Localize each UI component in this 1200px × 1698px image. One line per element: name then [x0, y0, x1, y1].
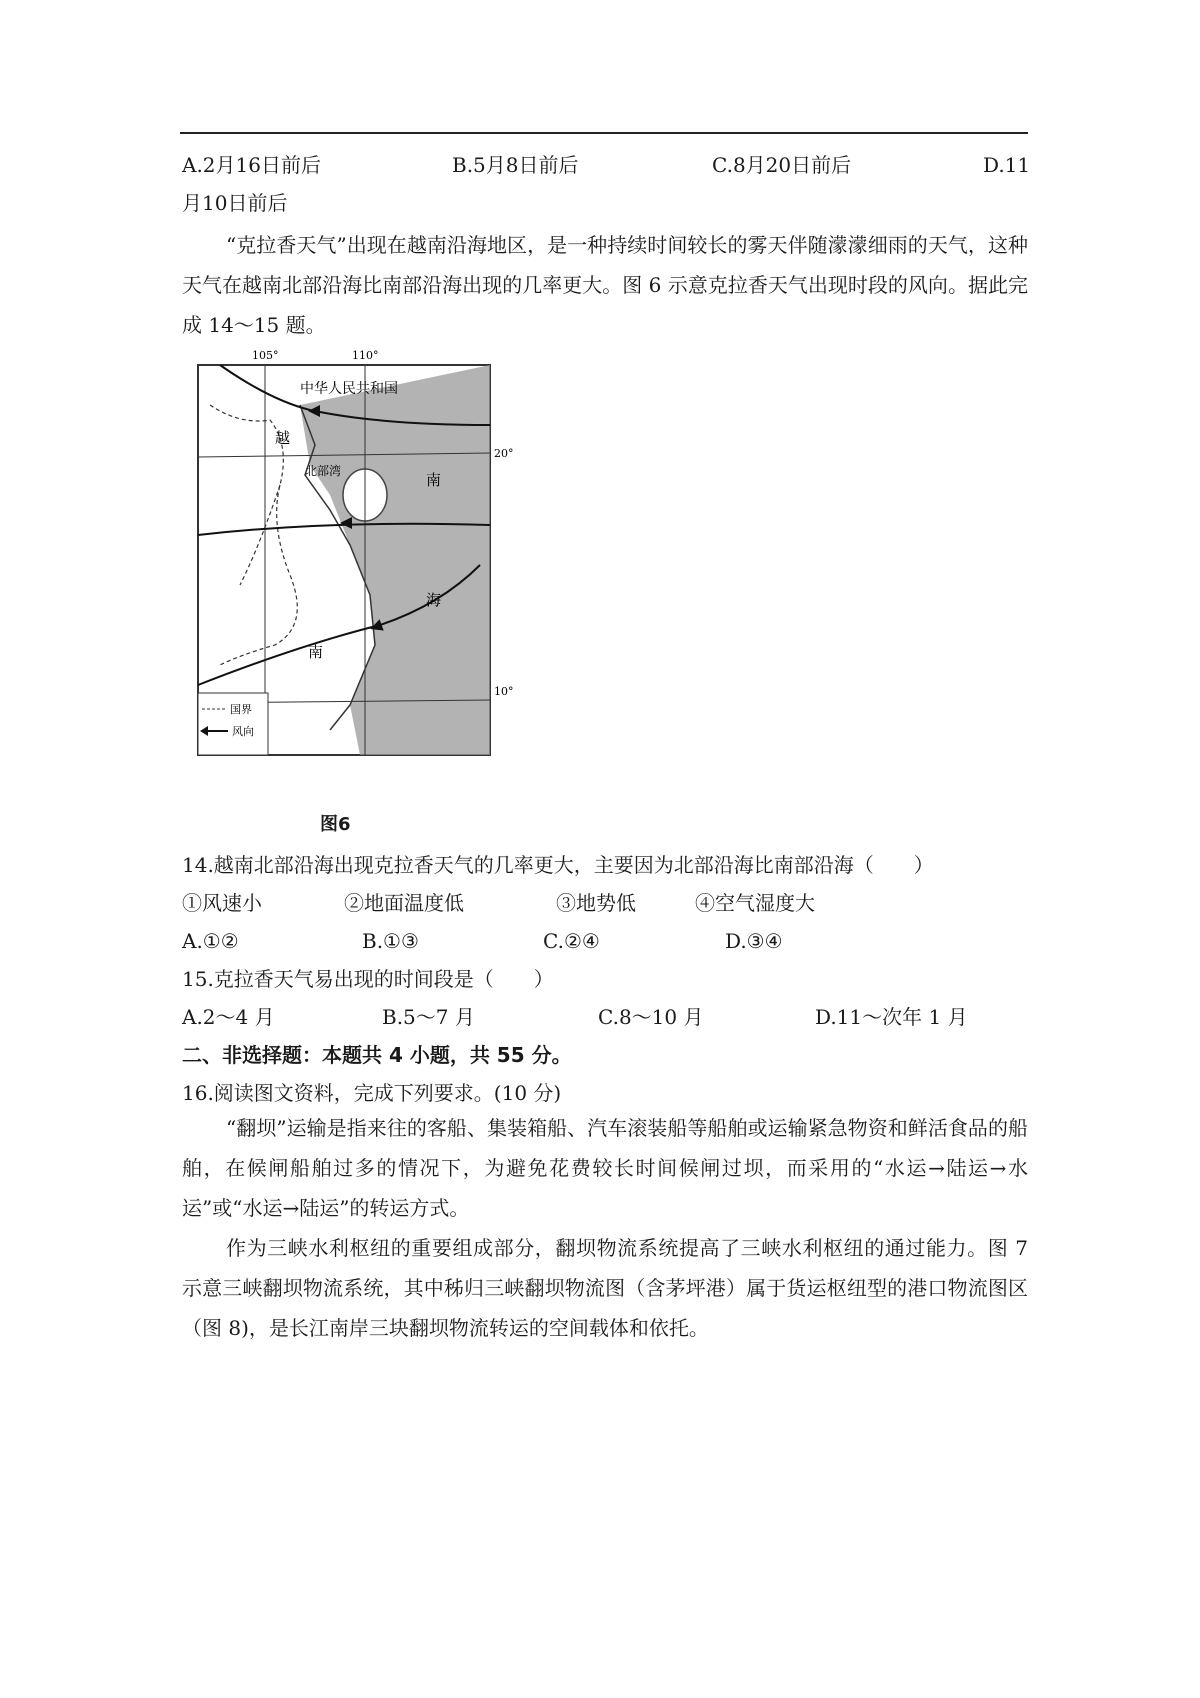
section-2-heading: 二、非选择题：本题共 4 小题，共 55 分。 [182, 1043, 572, 1067]
q13-option-c: C.8月20日前后 [712, 153, 852, 177]
q14-item-2: ②地面温度低 [344, 891, 464, 915]
q14-option-a: A.①② [182, 929, 239, 953]
label-nan: 南 [308, 643, 324, 661]
figure-6-caption: 图6 [320, 814, 351, 835]
q14-option-d: D.③④ [725, 929, 783, 953]
legend-border-label: 国界 [230, 703, 252, 716]
q14-option-b: B.①③ [362, 929, 419, 953]
legend-wind-label: 风向 [232, 725, 254, 738]
q15-option-d: D.11～次年 1 月 [815, 1005, 968, 1029]
q15-option-a: A.2～4 月 [182, 1005, 275, 1029]
label-sea-hai: 海 [426, 591, 442, 609]
q16-paragraph-2: 作为三峡水利枢纽的重要组成部分，翻坝物流系统提高了三峡水利枢纽的通过能力。图 7 示意三峡翻坝物流系统，其中秭归三峡翻坝物流图（含茅坪港）属于货运枢纽型的港口物流图区（图 8)，是长江南岸三块翻坝物流转运的空间载体和依托。 [182, 1236, 1028, 1340]
q13-option-b: B.5月8日前后 [452, 153, 579, 177]
label-yue: 越 [275, 429, 291, 447]
label-beibu-gulf: 北部湾 [305, 464, 342, 478]
intro-paragraph: “克拉香天气”出现在越南沿海地区，是一种持续时间较长的雾天伴随濛濛细雨的天气，这种天气在越南北部沿海比南部沿海出现的几率更大。图 6 示意克拉香天气出现时段的风向。据此完成 14～15 题。 [182, 233, 1028, 337]
q14-stem: 14.越南北部沿海出现克拉香天气的几率更大，主要因为北部沿海比南部沿海（ ） [182, 853, 934, 877]
q15-stem: 15.克拉香天气易出现的时间段是（ ） [182, 967, 554, 991]
label-sea-nan: 南 [426, 471, 442, 489]
figure-6-map [180, 345, 520, 805]
label-lat-20: 20° [494, 447, 514, 460]
top-rule [180, 132, 1028, 134]
label-china: 中华人民共和国 [300, 381, 398, 397]
q14-option-c: C.②④ [543, 929, 600, 953]
q13-option-d: D.11 [983, 153, 1031, 177]
label-lon-105: 105° [252, 349, 279, 362]
q15-option-c: C.8～10 月 [598, 1005, 704, 1029]
q13-option-a: A.2月16日前后 [182, 153, 321, 177]
q14-item-4: ④空气湿度大 [695, 891, 815, 915]
q15-option-b: B.5～7 月 [382, 1005, 475, 1029]
q16-paragraph-1: “翻坝”运输是指来往的客船、集装箱船、汽车滚装船等船舶或运输紧急物资和鲜活食品的船舶，在候闸船舶过多的情况下，为避免花费较长时间候闸过坝，而采用的“水运→陆运→水运”或“水运→陆运”的转运方式。 [182, 1116, 1028, 1220]
label-lon-110: 110° [352, 349, 379, 362]
q14-item-1: ①风速小 [182, 891, 262, 915]
q14-item-3: ③地势低 [556, 891, 636, 915]
q13-option-d-continued: 月10日前后 [182, 191, 288, 215]
q16-stem: 16.阅读图文资料，完成下列要求。(10 分) [182, 1081, 562, 1105]
label-lat-10: 10° [494, 685, 514, 698]
